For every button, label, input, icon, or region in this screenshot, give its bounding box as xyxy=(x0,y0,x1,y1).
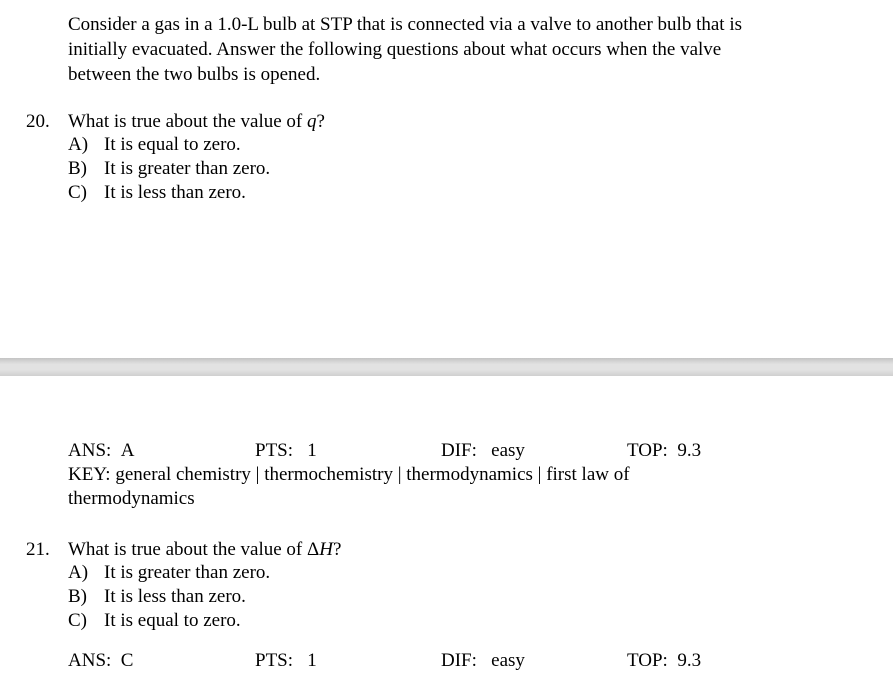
option-label: A) xyxy=(68,134,89,155)
question-20-difficulty xyxy=(441,438,525,463)
top-value: 9.3 xyxy=(677,440,702,461)
page-bottom xyxy=(0,376,893,676)
question-21-option-b[interactable] xyxy=(68,585,246,609)
pts-label: PTS: xyxy=(255,650,294,671)
question-20-stem-text: What is true about the value of xyxy=(68,111,308,132)
question-20-stem-end: ? xyxy=(316,111,325,132)
dif-value: easy xyxy=(491,650,525,671)
option-text: It is greater than zero. xyxy=(104,562,271,583)
dif-label: DIF: xyxy=(441,440,477,461)
question-21-difficulty xyxy=(441,648,525,673)
option-label: A) xyxy=(68,562,89,583)
question-20-option-c[interactable] xyxy=(68,181,246,205)
question-21-stem-end: ? xyxy=(332,539,342,560)
option-label: B) xyxy=(68,586,87,607)
intro-line-3: between the two bulbs is opened. xyxy=(68,64,321,85)
dif-label: DIF: xyxy=(441,650,477,671)
question-20-number: 20. xyxy=(26,111,50,132)
ans-label: ANS: xyxy=(68,440,112,461)
question-21-points xyxy=(255,648,317,673)
question-21-number: 21. xyxy=(26,539,50,560)
question-20-topic xyxy=(627,438,701,463)
question-20-variable: q xyxy=(307,111,317,132)
pts-value: 1 xyxy=(307,440,317,461)
question-21-stem-text: What is true about the value of Δ xyxy=(68,539,320,560)
ans-label: ANS: xyxy=(68,650,112,671)
pts-label: PTS: xyxy=(255,440,294,461)
question-intro xyxy=(68,12,828,87)
question-21-stem xyxy=(68,537,341,562)
option-text: It is less than zero. xyxy=(104,182,246,203)
option-label: B) xyxy=(68,158,87,179)
question-21-option-c[interactable] xyxy=(68,609,241,633)
top-label: TOP: xyxy=(627,440,668,461)
question-21-answer xyxy=(68,648,133,673)
ans-value: C xyxy=(120,650,134,671)
option-label: C) xyxy=(68,182,87,203)
dif-value: easy xyxy=(491,440,525,461)
question-20-key-line-1: KEY: general chemistry | thermochemistry | thermodynamics | first law of xyxy=(68,464,630,485)
question-20-points xyxy=(255,438,317,463)
ans-value: A xyxy=(120,440,135,461)
top-label: TOP: xyxy=(627,650,668,671)
option-label: C) xyxy=(68,610,87,631)
question-20-option-b[interactable] xyxy=(68,157,270,181)
option-text: It is less than zero. xyxy=(104,586,246,607)
question-20-stem xyxy=(68,109,325,134)
question-20-option-a[interactable] xyxy=(68,133,241,157)
pts-value: 1 xyxy=(307,650,317,671)
intro-line-1: Consider a gas in a 1.0-L bulb at STP that is connected via a valve to another bulb that is xyxy=(68,14,742,35)
option-text: It is equal to zero. xyxy=(104,134,241,155)
option-text: It is equal to zero. xyxy=(104,610,241,631)
page-break-divider xyxy=(0,358,893,376)
question-20-key-line-2: thermodynamics xyxy=(68,488,195,509)
intro-line-2: initially evacuated. Answer the following questions about what occurs when the valve xyxy=(68,39,722,60)
question-21-variable: H xyxy=(319,539,333,560)
question-21-option-a[interactable] xyxy=(68,561,270,585)
question-21-topic xyxy=(627,648,701,673)
option-text: It is greater than zero. xyxy=(104,158,271,179)
top-value: 9.3 xyxy=(677,650,702,671)
question-20-answer xyxy=(68,438,135,463)
